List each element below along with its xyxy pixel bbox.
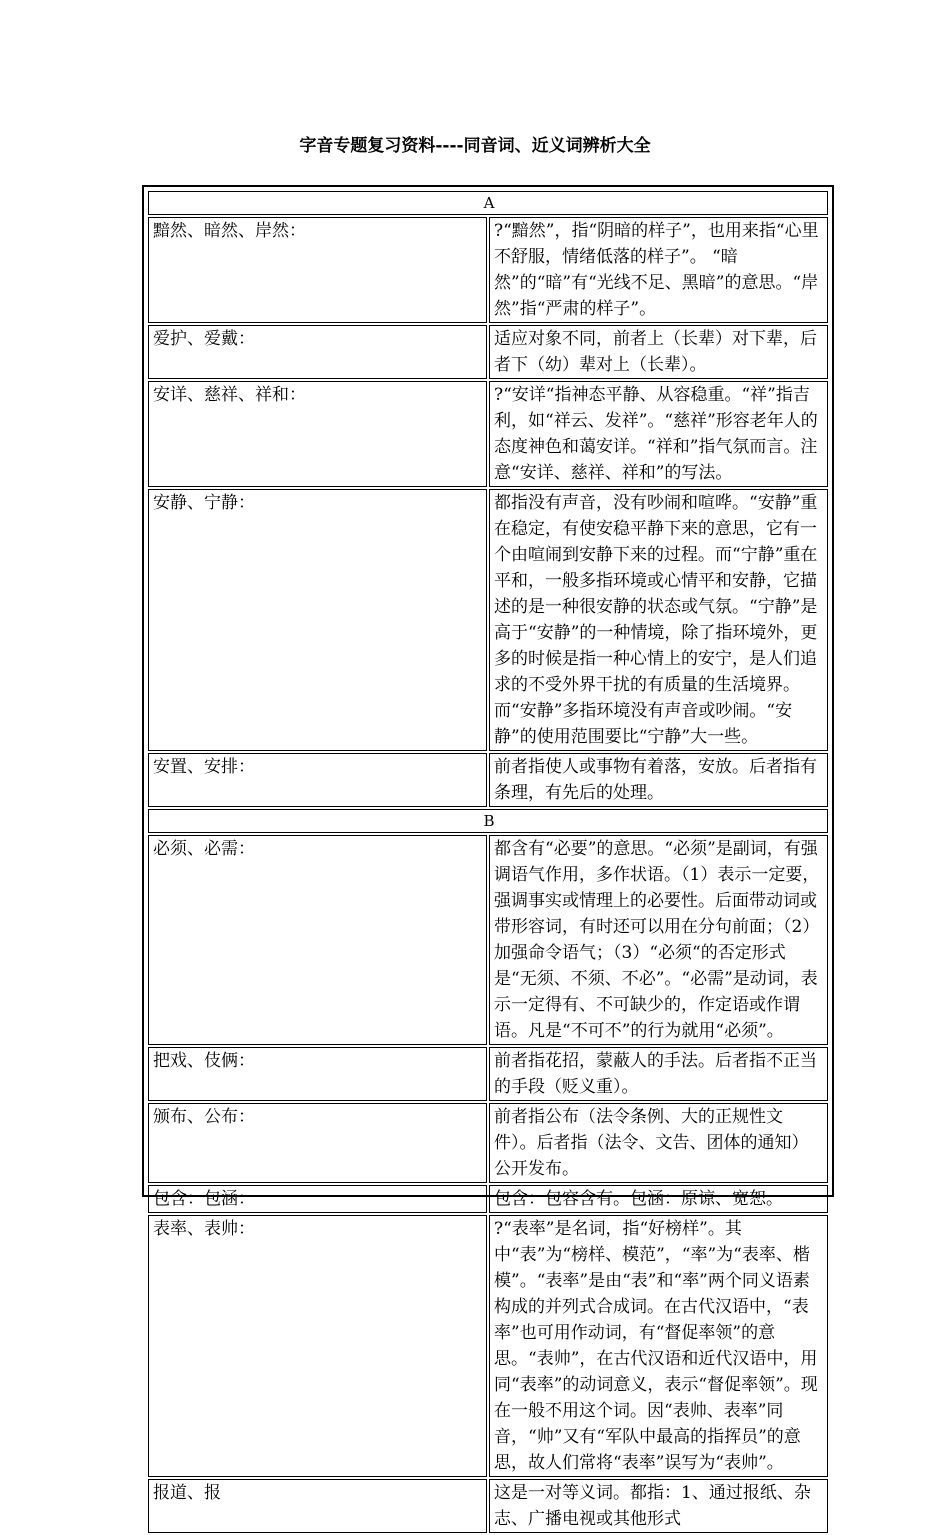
term-cell: 安详、慈祥、祥和： [148,381,487,487]
definition-cell: ?“黯然”，指“阴暗的样子”，也用来指“心里不舒服，情绪低落的样子”。 “暗然”的“暗”有“光线不足、黑暗”的意思。“岸然”指“严肃的样子”。 [489,217,828,323]
table-row [148,1047,828,1101]
definition-cell: ?“安详“指神态平静、从容稳重。“祥”指吉利，如“祥云、发祥”。“慈祥”形容老年人的态度神色和蔼安详。“祥和”指气氛而言。注意“安详、慈祥、祥和”的写法。 [489,381,828,487]
term-cell: 把戏、伎俩： [148,1047,487,1101]
section-header-row [148,809,828,833]
definition-cell: 适应对象不同，前者上（长辈）对下辈，后者下（幼）辈对上（长辈）。 [489,325,828,379]
term-cell: 爱护、爱戴： [148,325,487,379]
table-row [148,325,828,379]
section-letter: A [148,191,828,215]
table-row [148,217,828,323]
table-row [148,489,828,751]
table-row [148,381,828,487]
definition-cell: 都含有“必要”的意思。“必须”是副词，有强调语气作用，多作状语。（1）表示一定要，强调事实或情理上的必要性。后面带动词或带形容词，有时还可以用在分句前面；（2）加强命令语气；（3）“必须“的否定形式是“无须、不须、不必”。“必需”是动词，表示一定得有、不可缺少的，作定语或作谓语。凡是“不可不”的行为就用“必须”。 [489,835,828,1045]
table-row [148,753,828,807]
section-letter: B [148,809,828,833]
definition-cell: 都指没有声音，没有吵闹和喧哗。“安静”重在稳定，有使安稳平静下来的意思，它有一个由喧闹到安静下来的过程。而“宁静”重在平和，一般多指环境或心情平和安静，它描述的是一种很安静的状态或气氛。“宁静”是高于“安静”的一种情境，除了指环境外，更多的时候是指一种心情上的安宁，是人们追求的不受外界干扰的有质量的生活境界。而“安静”多指环境没有声音或吵闹。“安静”的使用范围要比“宁静”大一些。 [489,489,828,751]
document-title: 字音专题复习资料----同音词、近义词辨析大全 [299,136,651,156]
term-cell: 安置、安排： [148,753,487,807]
term-cell: 黯然、暗然、岸然： [148,217,487,323]
table-row [148,1215,828,1477]
glossary-table [142,185,834,1529]
table-row [148,1103,828,1183]
table-row [148,1479,828,1533]
definition-cell: 这是一对等义词。都指：1、通过报纸、杂志、广播电视或其他形式 [489,1479,828,1533]
term-cell: 颁布、公布： [148,1103,487,1183]
definition-cell: 前者指使人或事物有着落，安放。后者指有条理，有先后的处理。 [489,753,828,807]
definition-cell: 前者指花招，蒙蔽人的手法。后者指不正当的手段（贬义重）。 [489,1047,828,1101]
term-cell: 必须、必需： [148,835,487,1045]
term-cell: 包含：包涵： [148,1185,487,1213]
section-header-row [148,191,828,215]
term-cell: 安静、宁静： [148,489,487,751]
term-cell: 表率、表帅： [148,1215,487,1477]
table-row [148,1185,828,1213]
table-row [148,835,828,1045]
term-cell: 报道、报 [148,1479,487,1533]
definition-cell: ?“表率”是名词，指“好榜样”。其中“表”为“榜样、模范”，“率”为“表率、楷模”。“表率”是由“表”和“率”两个同义语素构成的并列式合成词。在古代汉语中，“表率”也可用作动词，有“督促率领”的意思。“表帅”，在古代汉语和近代汉语中，用同“表率”的动词意义，表示“督促率领”。现在一般不用这个词。因“表帅、表率”同音，“帅”又有“军队中最高的指挥员”的意思，故人们常将“表率”误写为“表帅”。 [489,1215,828,1477]
definition-cell: 包含：包容含有。包涵：原谅、宽恕。 [489,1185,828,1213]
definition-cell: 前者指公布（法令条例、大的正规性文件）。后者指（法令、文告、团体的通知）公开发布。 [489,1103,828,1183]
